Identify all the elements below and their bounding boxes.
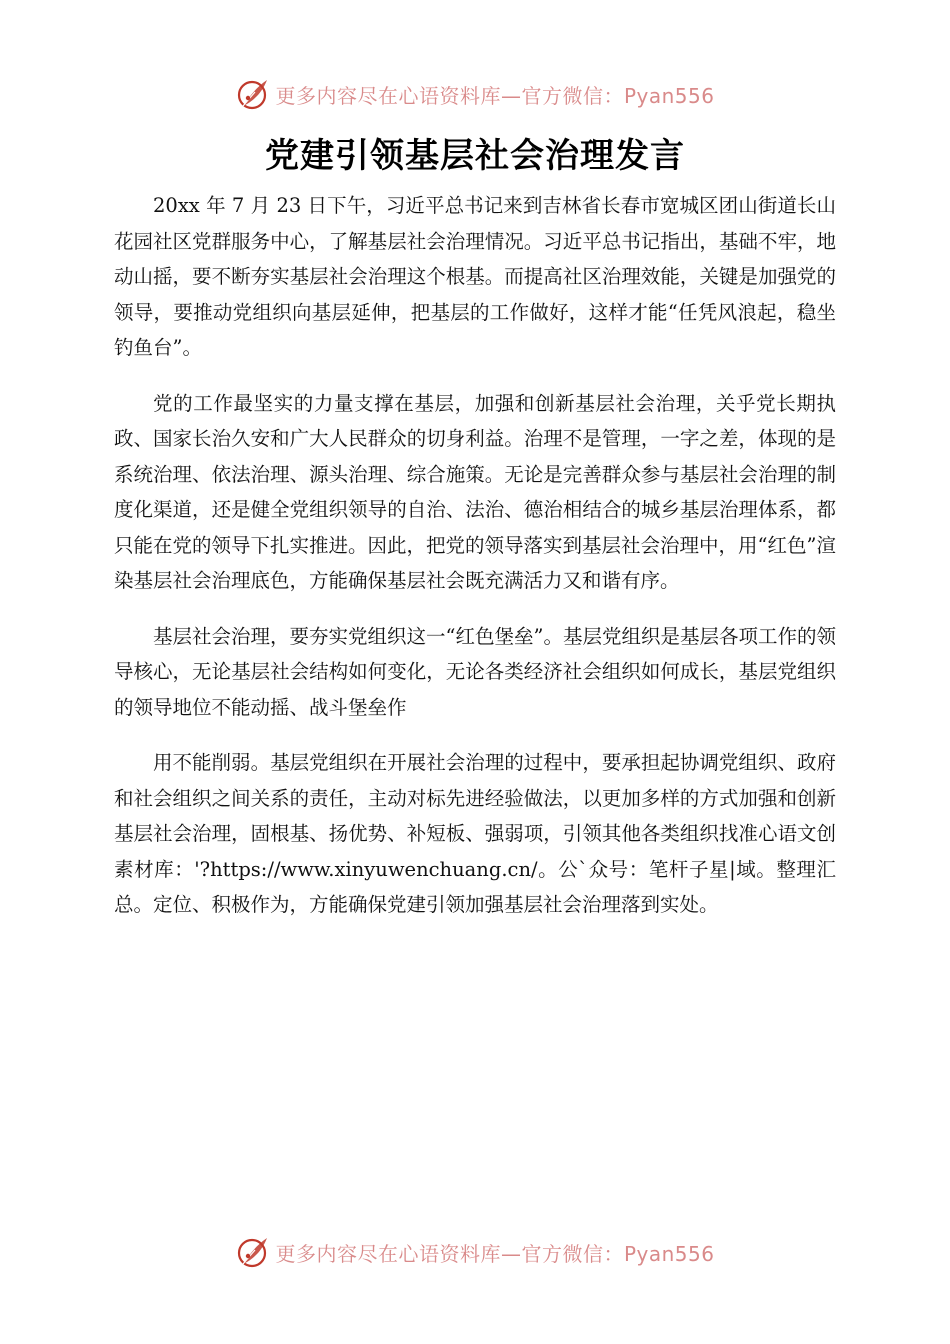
paragraph-1: 20xx 年 7 月 23 日下午，习近平总书记来到吉林省长春市宽城区团山街道长山花园社区党群服务中心，了解基层社会治理情况。习近平总书记指出，基础不牢，地动山摇，要不断夯实基层社会治理这个根基。而提高社区治理效能，关键是加强党的领导，要推动党组织向基层延伸，把基层的工作做好，这样才能“任凭风浪起，稳坐钓鱼台”。 bbox=[114, 194, 836, 359]
feather-quill-logo-icon bbox=[235, 76, 271, 112]
paragraph-3: 基层社会治理，要夯实党组织这一“红色堡垒”。基层党组织是基层各项工作的领导核心，无论基层社会结构如何变化，无论各类经济社会组织如何成长，基层党组织的领导地位不能动摇、战斗堡垒作 bbox=[114, 624, 836, 719]
header-watermark-text: 更多内容尽在心语资料库—官方微信：Pyan556 bbox=[275, 83, 715, 108]
feather-quill-logo-icon bbox=[235, 1234, 271, 1270]
footer-watermark-text: 更多内容尽在心语资料库—官方微信：Pyan556 bbox=[275, 1241, 715, 1266]
document-title: 党建引领基层社会治理发言 bbox=[265, 136, 685, 176]
paragraph-2: 党的工作最坚实的力量支撑在基层，加强和创新基层社会治理，关乎党长期执政、国家长治久安和广大人民群众的切身利益。治理不是管理，一字之差，体现的是系统治理、依法治理、源头治理、综合施策。无论是完善群众参与基层社会治理的制度化渠道，还是健全党组织领导的自治、法治、德治相结合的城乡基层治理体系，都只能在党的领导下扎实推进。因此，把党的领导落实到基层社会治理中，用“红色”渲染基层社会治理底色，方能确保基层社会既充满活力又和谐有序。 bbox=[114, 391, 836, 592]
footer-watermark-banner bbox=[0, 1232, 950, 1272]
header-watermark-banner bbox=[0, 74, 950, 114]
document-body bbox=[114, 188, 836, 943]
paragraph-4: 用不能削弱。基层党组织在开展社会治理的过程中，要承担起协调党组织、政府和社会组织之间关系的责任，主动对标先进经验做法，以更加多样的方式加强和创新基层社会治理，固根基、扬优势、补短板、强弱项，引领其他各类组织找准心语文创素材库：'?https://www.xinyuwenchuang.cn/。公`众号：笔杆子星|域。整理汇总。定位、积极作为，方能确保党建引领加强基层社会治理落到实处。 bbox=[114, 751, 836, 916]
